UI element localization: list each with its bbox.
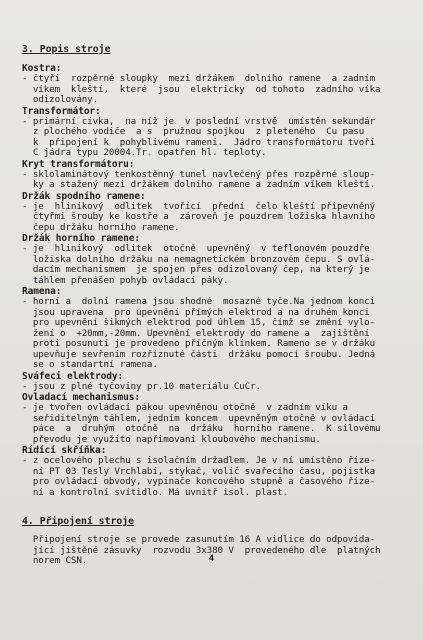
text-line: čepu držáku horního ramene. <box>22 222 180 233</box>
text-line: k připojení k pohyblivému rameni. Jádro transformátoru tvoří <box>22 137 376 148</box>
spec-section <box>22 159 405 191</box>
text-line: C jádra typu 20004.Tr. opatřen hl. teploty. <box>22 148 267 158</box>
spec-section <box>22 106 405 159</box>
text-line: - sklolaminátový tenkostěnný tunel navlečený přes rozpěrné sloup- <box>22 169 376 180</box>
text-line: - je tvořen ovládací pákou upevněnou otočně v zadním víku a <box>22 403 348 413</box>
section-gap <box>22 498 405 516</box>
text-line: norem ČSN. <box>22 556 88 566</box>
section-heading: Transformátor: <box>22 105 101 117</box>
text-line: víkem kleští, které jsou elektricky od tohoto zadního víka <box>22 84 381 95</box>
text-line: Připojení stroje se provede zasunutím 16 A vidlice do odpovída- <box>22 535 376 545</box>
text-line: jící jištěné zásuvky rozvodu 3x380 V provedeného dle platných <box>22 545 381 556</box>
text-line: pro upevnění šikmých elektrod pod úhlem 15, čímž se změní vylo- <box>22 318 376 328</box>
section-heading: Kryt transformátoru: <box>22 158 135 170</box>
text-line: pro ovládací obvody, vypínače koncového stupně a časového říze- <box>22 477 376 487</box>
text-line: ložiska dolního držáku na nemagnetickém bronzovém čepu. S ovlá- <box>22 254 376 265</box>
text-line: odizolovány. <box>22 95 99 105</box>
text-line: čtyřmi šrouby ke kostře a zároveň je pouzdrem ložiska hlavního <box>22 212 376 222</box>
section-title-popis-stroje: 3. Popis stroje <box>22 44 111 55</box>
text-line: - čtyři rozpěrné sloupky mezi držákem dolního ramene a zadním <box>22 74 376 84</box>
text-line: - horní a dolní ramena jsou shodné mosazné tyče.Na jednom konci <box>22 297 376 307</box>
section-heading: Držák spodního ramene: <box>22 190 146 202</box>
text-line: se o standartní ramena. <box>22 360 158 370</box>
text-line: ní a kontrolní svítidlo. Má uvnitř isol. plast. <box>22 487 289 498</box>
text-line: táhlem přenášen pohyb ovládací páky. <box>22 275 229 286</box>
section-title-pripojeni-stroje: 4. Připojení stroje <box>22 516 135 527</box>
section-heading: Sváfeci elektrody: <box>22 370 124 382</box>
text-line: ky a stažený mezi držákem dolního ramene a zadním víkem kleští. <box>22 180 376 190</box>
text-line: - je hliníkový odlitek tvořící přední čelo kleští připevněný <box>22 201 376 212</box>
text-line: - z ocelového plechu s isolačním držadlem. Je v ní umístěno říze- <box>22 456 376 466</box>
section-heading: Ramena: <box>22 286 62 297</box>
spec-section <box>22 371 405 393</box>
spec-section <box>22 63 405 106</box>
spec-section <box>22 233 405 286</box>
text-line: dacím mechanismem je spojen přes odizolovaný čep, na který je <box>22 265 370 275</box>
text-line: - je hliníkový odlitek otočně upevněný v teflonovém pouzdře <box>22 244 370 254</box>
section-heading: Ovladací mechanismus: <box>22 392 141 403</box>
text-line: z plochého vodiče a s pružnou spojkou z pleteného Cu pasu <box>22 127 365 137</box>
text-line: jsou upravena pro upevnění přímých elektrod a na druhém konci <box>22 307 370 318</box>
section-heading: Řídící skříňka: <box>22 445 107 456</box>
text-line: ní PT 03 Tesly Vrchlabí, stykač, volič svařecího času, pojistka <box>22 466 376 477</box>
text-line: žení o +20mm,-20mm. Upevnění elektrody do ramene a zajištění <box>22 328 370 339</box>
section-heading: Držák horního ramene: <box>22 233 141 244</box>
text-line: - primární cívka, na níž je v poslední vrstvě umístěn sekundár <box>22 116 376 127</box>
spec-section <box>22 286 405 371</box>
text-line: převodu je využito napřimovaní kloubového mechanismu. <box>22 434 321 445</box>
text-line: upevňuje sevřením rozříznuté části držáku pomocí šroubu. Jedná <box>22 349 376 360</box>
document-body <box>22 44 405 567</box>
text-line: - jsou z plné tyčoviny pr.10 materiálu CuCr. <box>22 381 261 392</box>
spec-section <box>22 392 405 445</box>
spec-section <box>22 445 405 498</box>
page-number: 4 <box>208 554 215 564</box>
text-line: páce a druhým otočně na držáku horního ramene. K silovému <box>22 424 381 434</box>
text-line: proti posunutí je provedeno příčným klínkem. Rameno se v držáku <box>22 339 376 349</box>
section-heading: Kostra: <box>22 63 62 74</box>
text-line: seřiditelným táhlem, jedním koncem upevněným otočně v ovládací <box>22 413 376 424</box>
spec-section <box>22 191 405 234</box>
